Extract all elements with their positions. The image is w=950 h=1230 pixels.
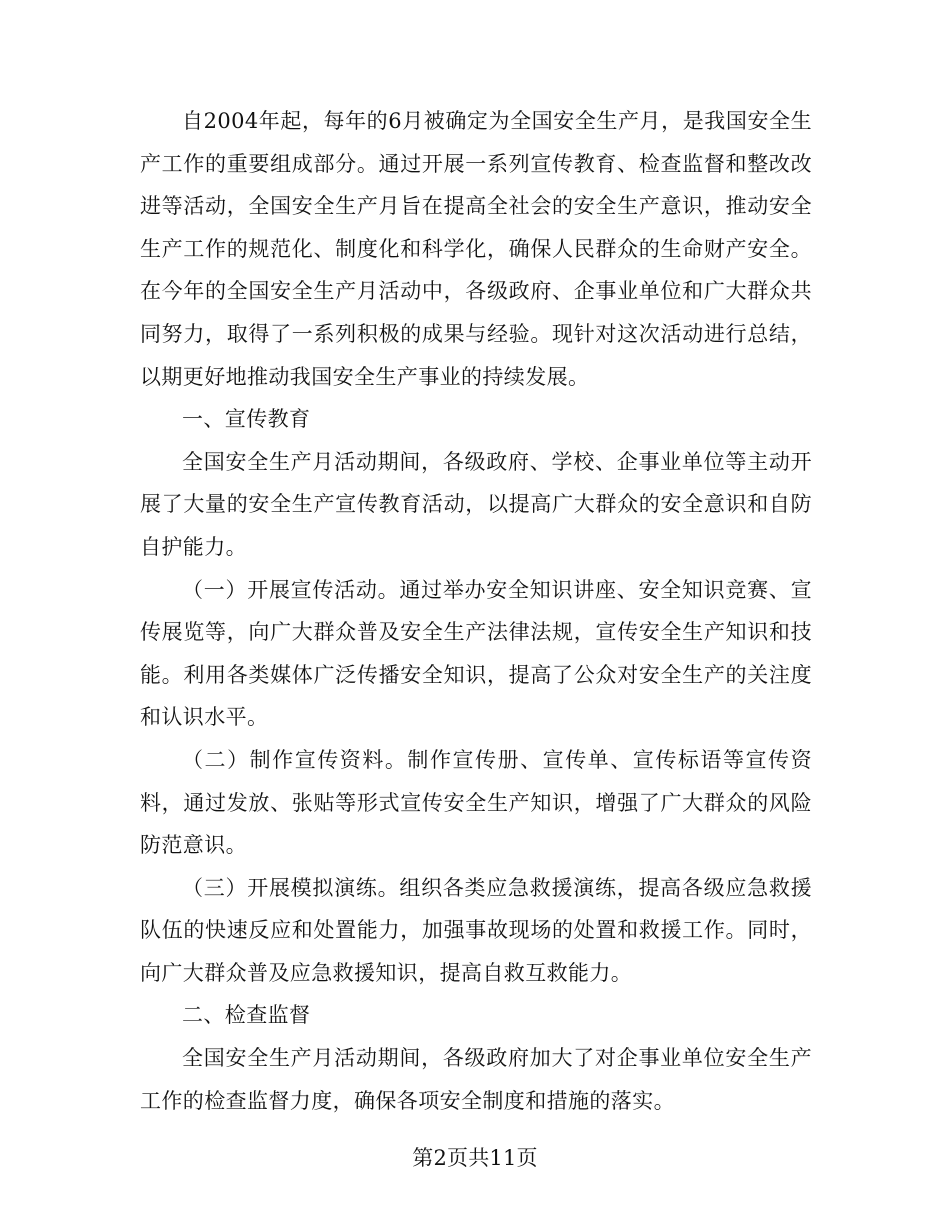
section-1-paragraph: 全国安全生产月活动期间，各级政府、学校、企事业单位等主动开展了大量的安全生产宣传教育活动，以提高广大群众的安全意识和自防自护能力。 [140, 449, 812, 559]
section-1-item-3-paragraph: （三）开展模拟演练。组织各类应急救援演练，提高各级应急救援队伍的快速反应和处置能力，加强事故现场的处置和救援工作。同时，向广大群众普及应急救援知识，提高自救互救能力。 [140, 875, 812, 985]
intro-paragraph: 自2004年起，每年的6月被确定为全国安全生产月，是我国安全生产工作的重要组成部分。通过开展一系列宣传教育、检查监督和整改改进等活动，全国安全生产月旨在提高全社会的安全生产意识，推动安全生产工作的规范化、制度化和科学化，确保人民群众的生命财产安全。在今年的全国安全生产月活动中，各级政府、企事业单位和广大群众共同努力，取得了一系列积极的成果与经验。现针对这次活动进行总结，以期更好地推动我国安全生产事业的持续发展。 [140, 109, 812, 389]
section-1-item-2-paragraph: （二）制作宣传资料。制作宣传册、宣传单、宣传标语等宣传资料，通过发放、张贴等形式宣传安全生产知识，增强了广大群众的风险防范意识。 [140, 747, 812, 858]
section-heading-inspection-supervision: 二、检查监督 [182, 1003, 311, 1028]
section-2-paragraph: 全国安全生产月活动期间，各级政府加大了对企事业单位安全生产工作的检查监督力度，确保各项安全制度和措施的落实。 [140, 1046, 812, 1113]
document-body [140, 100, 812, 1122]
section-heading-publicity-education: 一、宣传教育 [182, 407, 311, 432]
section-1-item-1-paragraph: （一）开展宣传活动。通过举办安全知识讲座、安全知识竞赛、宣传展览等，向广大群众普及安全生产法律法规，宣传安全生产知识和技能。利用各类媒体广泛传播安全知识，提高了公众对安全生产的关注度和认识水平。 [140, 577, 812, 730]
page-number-footer: 第2页共11页 [412, 1146, 538, 1170]
